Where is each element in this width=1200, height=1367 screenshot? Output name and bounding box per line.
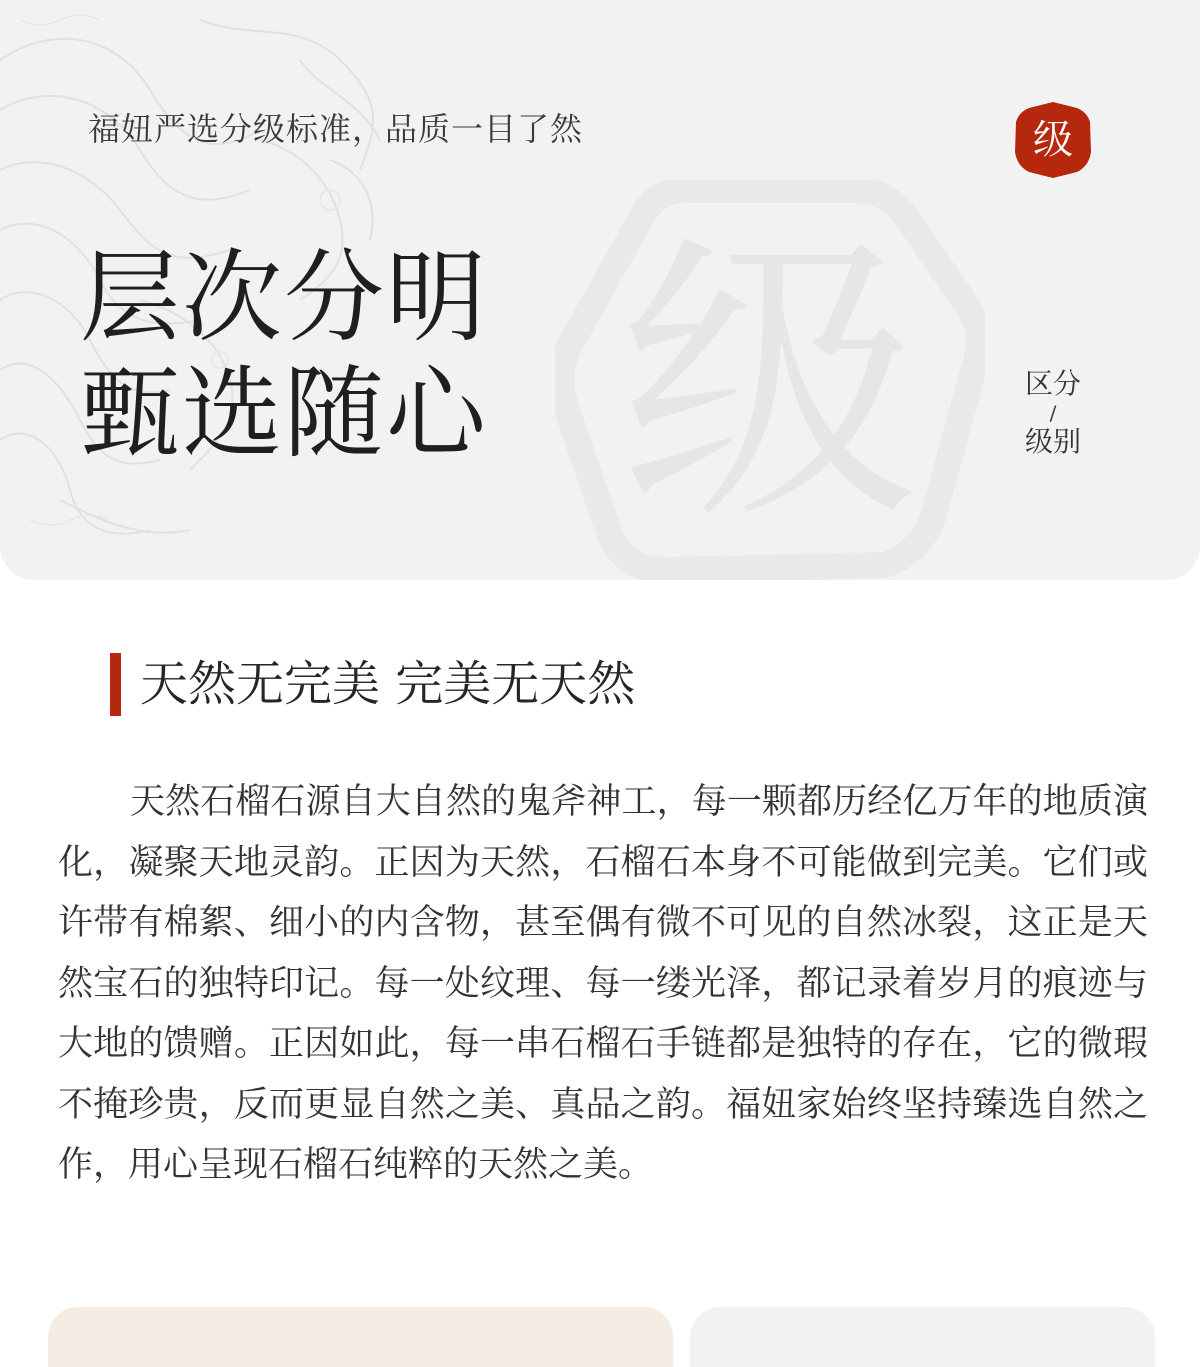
hero-title-line-2: 甄选随心 <box>80 355 488 472</box>
grade-badge-icon <box>1013 100 1093 180</box>
side-label <box>1020 366 1086 460</box>
section-body-text: 天然石榴石源自大自然的鬼斧神工，每一颗都历经亿万年的地质演化，凝聚天地灵韵。正因为天然，石榴石本身不可能做到完美。它们或许带有棉絮、细小的内含物，甚至偶有微不可见的自然冰裂，这正是天然宝石的独特印记。每一处纹理、每一缕光泽，都记录着岁月的痕迹与大地的馈赠。正因如此，每一串石榴石手链都是独特的存在，它的微瑕不掩珍贵，反而更显自然之美、真品之韵。福妞家始终坚持臻选自然之作，用心呈现石榴石纯粹的天然之美。 <box>58 782 1148 1185</box>
side-label-bottom: 级别 <box>1024 425 1081 458</box>
hero-banner <box>0 0 1200 580</box>
side-label-separator: / <box>1049 401 1057 425</box>
product-card-left[interactable] <box>48 1307 673 1367</box>
hero-subtitle: 福妞严选分级标准，品质一目了然 <box>88 110 584 148</box>
hero-title <box>80 240 488 472</box>
section-title: 天然无完美 完美无天然 <box>140 656 636 712</box>
product-card-right[interactable] <box>690 1307 1155 1367</box>
badge-label: 级 <box>1033 117 1073 163</box>
side-label-top: 区分 <box>1024 367 1081 400</box>
watermark-character: 级 <box>620 210 920 559</box>
hero-title-line-1: 层次分明 <box>80 239 488 356</box>
section-accent-bar <box>110 653 121 716</box>
